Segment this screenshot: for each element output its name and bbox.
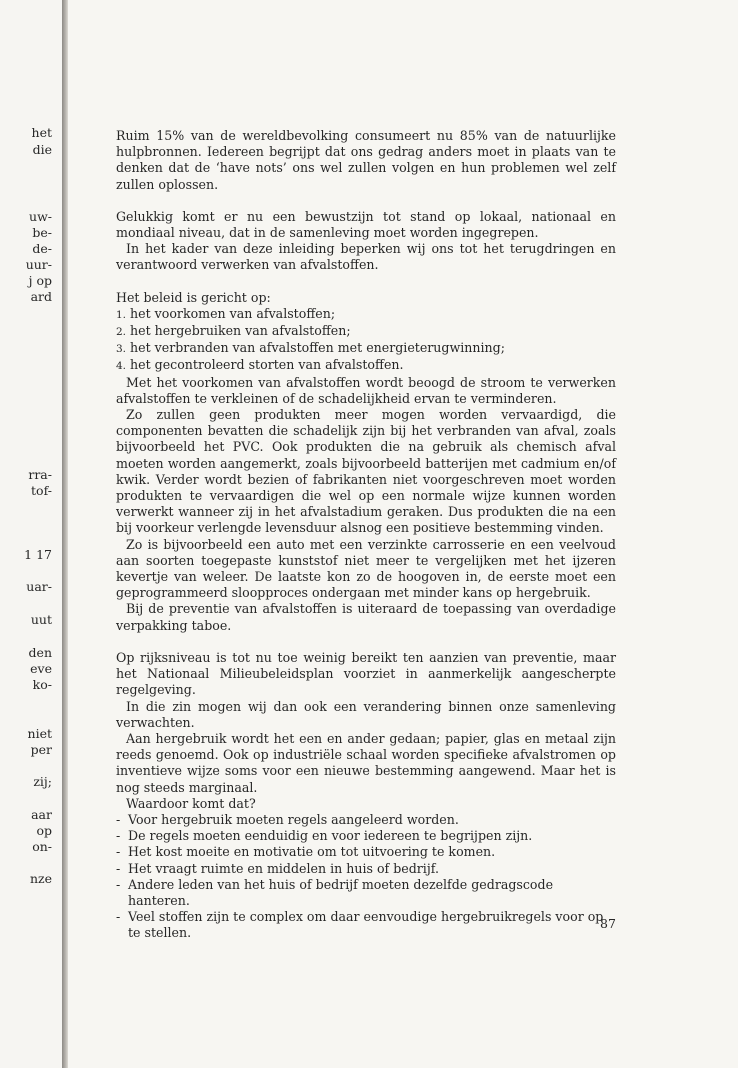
reason-text: Andere leden van het huis of bedrijf moeten dezelfde gedragscode hanteren.: [128, 876, 554, 908]
left-page-fragment: tof-: [31, 483, 52, 498]
left-page-fragment: ko-: [32, 677, 52, 692]
policy-item-number: 1.: [116, 308, 127, 321]
left-page-fragment: nze: [29, 871, 52, 886]
policy-item: [116, 323, 616, 340]
left-page-fragment: on-: [32, 839, 52, 854]
policy-item-text: het voorkomen van afvalstoffen;: [130, 305, 336, 321]
policy-item: [116, 357, 616, 374]
left-page-fragment: j op: [28, 273, 52, 288]
policy-item-number: 4.: [116, 360, 127, 373]
left-page-fragment: eve: [30, 661, 52, 676]
left-page-fragment: op: [36, 823, 52, 838]
reason-text: Voor hergebruik moeten regels aangeleerd worden.: [128, 811, 459, 827]
reason-item: [116, 877, 616, 909]
left-page-fragment: het: [31, 125, 52, 140]
left-page-fragment: be-: [32, 225, 52, 240]
policy-item-text: het hergebruiken van afvalstoffen;: [130, 323, 351, 339]
dash-bullet: -: [116, 876, 121, 892]
policy-item-text: het gecontroleerd storten van afvalstoffen.: [130, 357, 404, 373]
reason-text: Het vraagt ruimte en middelen in huis of bedrijf.: [128, 860, 439, 876]
dash-bullet: -: [116, 844, 121, 860]
dash-bullet: -: [116, 811, 121, 827]
reason-item: [116, 861, 616, 877]
left-page-fragment: den: [28, 645, 52, 660]
packaging-paragraph: Bij de preventie van afvalstoffen is uiteraard de toepassing van overdadige verpakking taboe.: [116, 601, 616, 633]
dash-bullet: -: [116, 828, 121, 844]
question-line: Waardoor komt dat?: [126, 795, 256, 811]
dash-bullet: -: [116, 860, 121, 876]
left-page-fragment: uar-: [26, 579, 52, 594]
right-page: [68, 0, 738, 1068]
reason-item: [116, 844, 616, 860]
change-paragraph: In die zin mogen wij dan ook een verandering binnen onze samenleving verwachten.: [116, 698, 616, 730]
left-page-fragment: niet: [27, 726, 52, 741]
left-page-fragment: aar: [31, 807, 52, 822]
left-page-fragment: uw-: [29, 209, 52, 224]
scope-paragraph: In het kader van deze inleiding beperken wij ons tot het terugdringen en verantwoord verwerken van afvalstoffen.: [116, 241, 616, 273]
reuse-paragraph: Aan hergebruik wordt het een en ander gedaan; papier, glas en metaal zijn reeds genoemd. Ook op industriële schaal worden specifieke afvalstromen op inventieve wijze soms voor een nieuwe bestemming aangewend. Maar het is nog steeds marginaal.: [116, 730, 616, 795]
policy-item-number: 2.: [116, 326, 127, 339]
page-number: 87: [600, 916, 616, 931]
left-page-fragment: ard: [30, 289, 52, 304]
left-page-edge: [0, 0, 62, 1068]
car-paragraph: Zo is bijvoorbeeld een auto met een verzinkte carrosserie en een veelvoud aan soorten toegepaste kunststof niet meer te vergelijken met het ijzeren kevertje van weleer. De laatste kon zo de hoogoven in, de eerste moet een geprogrammeerd sloopproces ondergaan met minder kans op hergebruik.: [116, 536, 616, 601]
dash-bullet: -: [116, 909, 121, 925]
products-paragraph: Zo zullen geen produkten meer mogen worden vervaardigd, die componenten bevatten die schadelijk zijn bij het verbranden van afval, zoals bijvoorbeeld het PVC. Ook produkten die na gebruik als chemisch afval moeten worden aangemerkt, zoals bijvoorbeeld batterijen met cadmium en/of kwik. Verder wordt bezien of fabrikanten niet voorgeschreven moet worden produkten te vervaardigen die wel op een normale wijze kunnen worden verwerkt wanneer zij in het afvalstadium geraken. Dus produkten die na een bij voorkeur verlengde levensduur alsnog een positieve bestemming vinden.: [116, 407, 616, 536]
left-page-fragment: zij;: [33, 774, 52, 789]
reason-item: [116, 812, 616, 828]
left-page-fragment: 1 17: [24, 547, 52, 562]
left-page-fragment: de-: [32, 241, 52, 256]
policy-item: [116, 306, 616, 323]
left-page-fragment: rra-: [28, 467, 52, 482]
prevention-paragraph: Met het voorkomen van afvalstoffen wordt beoogd de stroom te verwerken afvalstoffen te verkleinen of de schadelijkheid ervan te verminderen.: [116, 374, 616, 406]
left-page-fragment: per: [30, 742, 52, 757]
awareness-paragraph: Gelukkig komt er nu een bewustzijn tot stand op lokaal, nationaal en mondiaal niveau, dat in de samenleving moet worden ingegrepen.: [116, 208, 616, 241]
left-page-fragment: die: [32, 142, 52, 157]
reason-text: Veel stoffen zijn te complex om daar eenvoudige hergebruikregels voor op te stellen.: [128, 909, 604, 941]
body-text: [116, 128, 616, 942]
national-paragraph: Op rijksniveau is tot nu toe weinig bereikt ten aanzien van preventie, maar het Nationaal Milieubeleidsplan voorziet in aanmerkelijk aangescherpte regelgeving.: [116, 649, 616, 698]
reason-item: [116, 909, 616, 941]
left-page-fragment: uur-: [25, 257, 52, 272]
policy-item: [116, 340, 616, 357]
reason-text: Het kost moeite en motivatie om tot uitvoering te komen.: [128, 844, 496, 860]
policy-item-number: 3.: [116, 343, 127, 356]
left-page-fragment: uut: [30, 612, 52, 627]
reason-item: [116, 828, 616, 844]
intro-paragraph: Ruim 15% van de wereldbevolking consumeert nu 85% van de natuurlijke hulpbronnen. Iedereen begrijpt dat ons gedrag anders moet in plaats van te denken dat de ‘have nots’ ons wel zullen volgen en hun problemen wel zelf zullen oplossen.: [116, 128, 616, 192]
policy-intro: Het beleid is gericht op:: [116, 289, 271, 305]
reason-text: De regels moeten eenduidig en voor iedereen te begrijpen zijn.: [128, 828, 533, 844]
policy-item-text: het verbranden van afvalstoffen met energieterugwinning;: [130, 340, 505, 356]
